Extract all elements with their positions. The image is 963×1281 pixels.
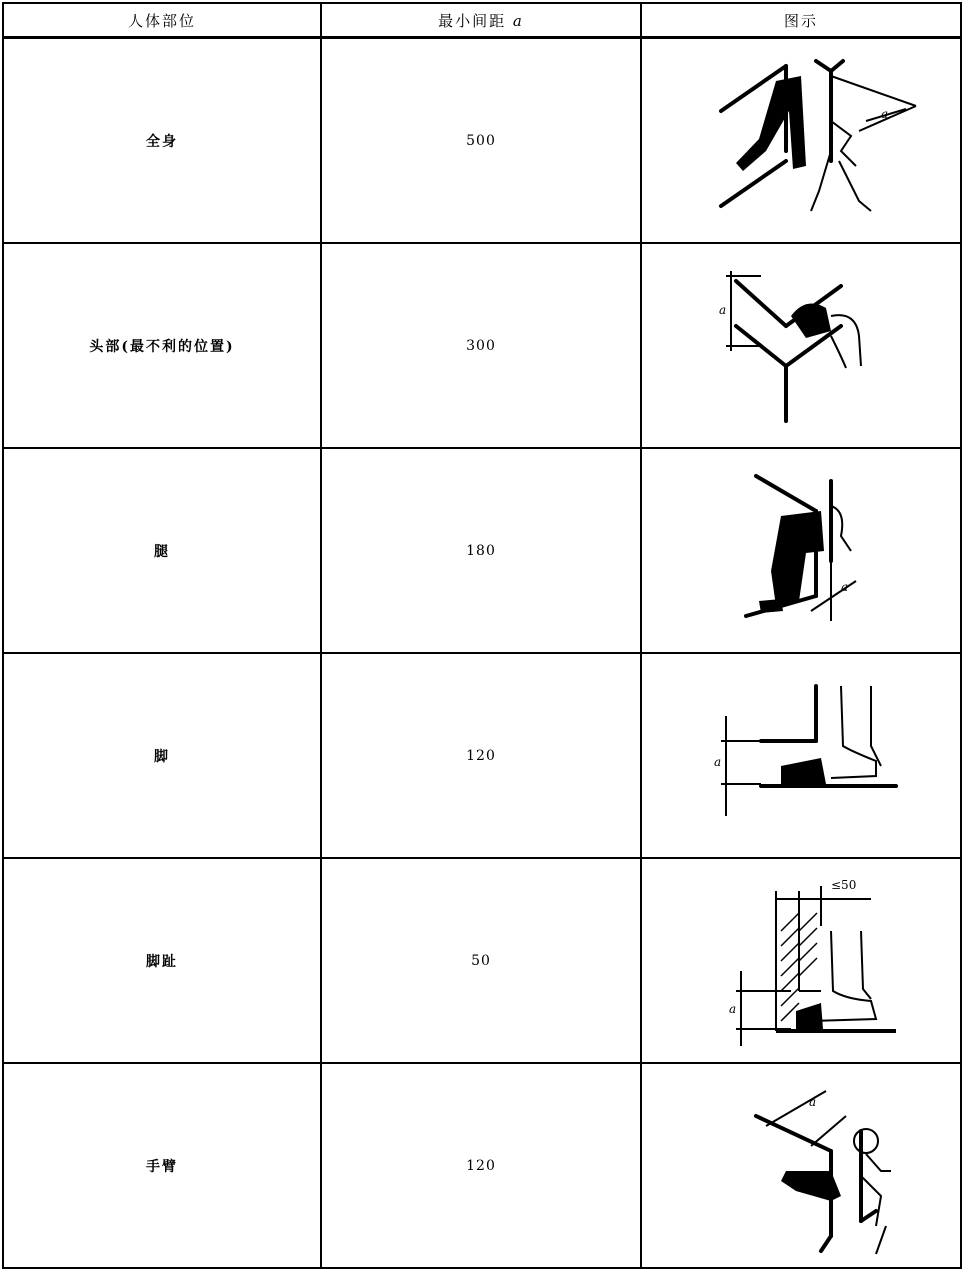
min-gap-cell: 120: [321, 653, 641, 858]
dimension-label: a: [719, 302, 727, 317]
body-part-cell: 全身: [3, 38, 321, 244]
min-gap-cell: 120: [321, 1063, 641, 1268]
foot-gap-figure-icon: [681, 666, 921, 846]
header-min-gap: 最小间距 a: [321, 3, 641, 38]
header-body-part: 人体部位: [3, 3, 321, 38]
body-part-cell: 腿: [3, 448, 321, 653]
table-row: [3, 653, 961, 858]
body-part-cell: 脚: [3, 653, 321, 858]
body-part-cell: 脚趾: [3, 858, 321, 1063]
header-illustration: 图示: [641, 3, 961, 38]
table-row: [3, 448, 961, 653]
head-gap-figure-icon: [681, 256, 921, 436]
dimension-label: a: [841, 579, 849, 594]
illustration-cell: [641, 448, 961, 653]
table-row: [3, 243, 961, 448]
min-gap-cell: 500: [321, 38, 641, 244]
min-gap-table: [2, 2, 962, 1269]
illustration-cell: [641, 1063, 961, 1268]
dimension-label: a: [809, 1094, 817, 1109]
min-gap-cell: 300: [321, 243, 641, 448]
table-row: [3, 1063, 961, 1268]
table-row: [3, 38, 961, 244]
body-part-cell: 头部(最不利的位置): [3, 243, 321, 448]
illustration-cell: [641, 243, 961, 448]
table-row: [3, 858, 961, 1063]
leg-gap-figure-icon: [681, 461, 921, 641]
illustration-cell: [641, 858, 961, 1063]
min-gap-cell: 180: [321, 448, 641, 653]
toe-width-note: ≤50: [831, 877, 857, 892]
illustration-cell: [641, 653, 961, 858]
whole-body-gap-figure-icon: [681, 51, 921, 231]
dimension-label: a: [729, 1001, 737, 1016]
min-gap-cell: 50: [321, 858, 641, 1063]
arm-gap-figure-icon: [681, 1076, 921, 1256]
dimension-label: a: [714, 754, 722, 769]
header-row: [3, 3, 961, 38]
body-part-cell: 手臂: [3, 1063, 321, 1268]
toe-gap-figure-icon: [681, 871, 921, 1051]
illustration-cell: [641, 38, 961, 244]
dimension-label: a: [881, 106, 889, 121]
